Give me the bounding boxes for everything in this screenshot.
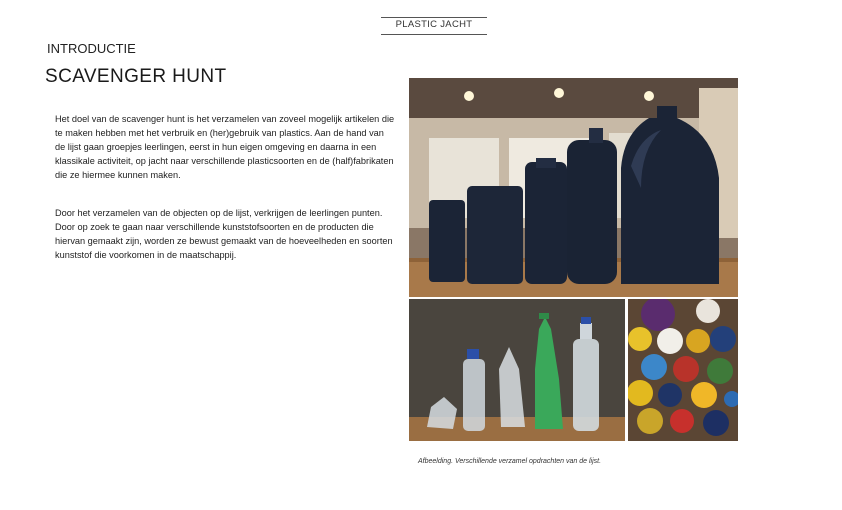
page-title: SCAVENGER HUNT (45, 66, 227, 87)
header-rule-top (381, 17, 487, 18)
section-label: INTRODUCTIE (47, 41, 136, 56)
clear-bottles-photo (409, 299, 625, 441)
navy-bottles-photo (409, 78, 738, 297)
header-rule-bottom (381, 34, 487, 35)
image-caption: Afbeelding. Verschillende verzamel opdrachten van de lijst. (418, 458, 602, 465)
intro-paragraph: Het doel van de scavenger hunt is het verzamelen van zoveel mogelijk artikelen die te maken hebben met het verbruik en (her)gebruik van plastics. Aan de hand van de lijst gaan groepjes leerlingen, eerst in hun eigen omgeving en daarna in een klassikale activiteit, op jacht naar verschillende plasticsoorten en de (half)fabrikaten die ze hiermee kunnen maken. (55, 114, 395, 180)
header-label: PLASTIC JACHT (395, 19, 473, 30)
bottle-caps-photo (628, 299, 738, 441)
points-paragraph: Door het verzamelen van de objecten op de lijst, verkrijgen de leerlingen punten. Door op zoek te gaan naar verschillende kunststofsoorten en de producten die hiervan gemaakt zijn, worden ze bewust gemaakt van de hoeveelheden en soorten kunststof die voorkomen in de maatschappij. (55, 208, 393, 260)
